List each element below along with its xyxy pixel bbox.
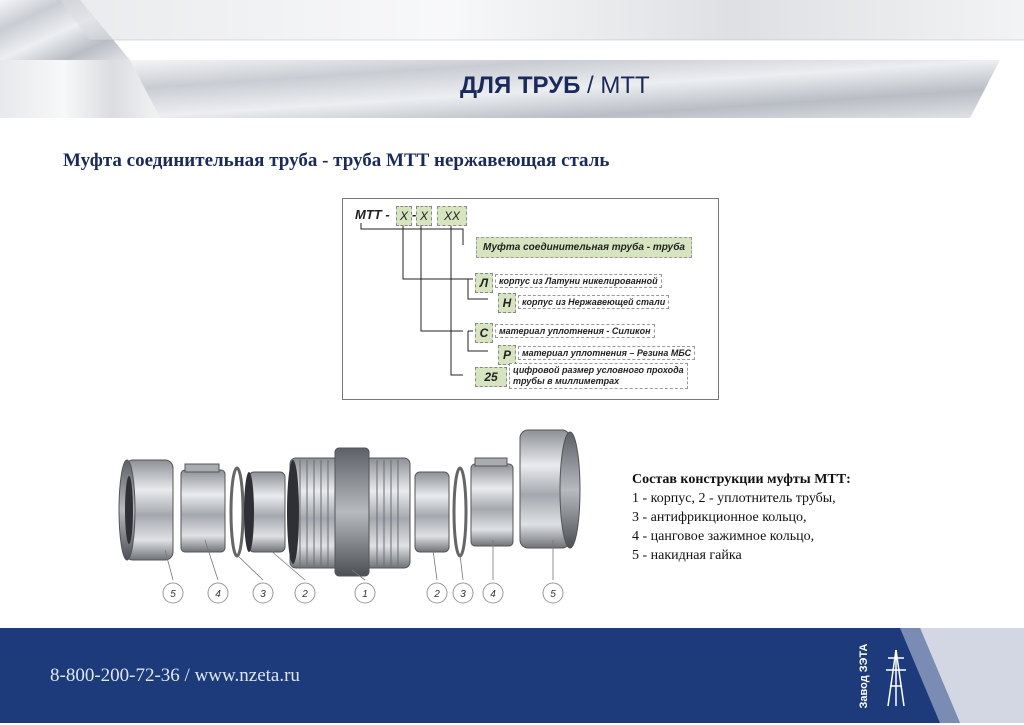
part-label-5-left <box>163 583 183 603</box>
composition-line: 4 - цанговое зажимное кольцо, <box>632 529 815 544</box>
option-text-r: материал уплотнения – Резина МБС <box>518 346 695 360</box>
part-label-3-left <box>253 583 273 603</box>
part-label-4-left-text: 4 <box>215 589 221 600</box>
page-title-rest: / МТТ <box>580 72 650 99</box>
option-code-size: 25 <box>475 367 507 387</box>
footer-logo-text: Завод ЗЭТА <box>858 643 870 709</box>
composition-line: 3 - антифрикционное кольцо, <box>632 510 807 525</box>
part-label-3-right-text: 3 <box>460 589 466 600</box>
seal-right <box>415 472 449 552</box>
part-label-2-left <box>295 583 315 603</box>
code-slot-3: XX <box>437 206 467 226</box>
order-code-diagram <box>342 198 719 400</box>
page-title-bold: ДЛЯ ТРУБ <box>460 72 581 99</box>
product-subtitle: Муфта соединительная труба - труба МТТ нержавеющая сталь <box>63 150 610 171</box>
option-code-n: Н <box>498 293 516 313</box>
option-text-size-line2: трубы в миллиметрах <box>513 376 620 386</box>
footer-logo <box>848 636 918 720</box>
collet-ring-right <box>471 458 513 546</box>
part-label-2-right-text: 2 <box>434 589 440 600</box>
composition-title: Состав конструкции муфты МТТ: <box>632 472 851 487</box>
composition-line: 5 - накидная гайка <box>632 548 742 563</box>
code-prefix: МТТ - <box>355 207 390 222</box>
composition-list <box>632 470 851 565</box>
option-code-s: С <box>475 323 493 343</box>
page-title <box>460 72 650 100</box>
option-code-l: Л <box>475 273 493 293</box>
main-label: Муфта соединительная труба - труба <box>476 237 692 258</box>
antifriction-ring-right <box>454 468 466 556</box>
part-label-1-text: 1 <box>362 589 368 600</box>
nut-left <box>119 460 173 560</box>
option-text-size <box>509 363 688 389</box>
part-label-4-left <box>208 583 228 603</box>
exploded-parts-illustration <box>115 420 595 615</box>
composition-line: 1 - корпус, 2 - уплотнитель трубы, <box>632 491 836 506</box>
part-label-5-right-text: 5 <box>550 589 556 600</box>
code-dash: - <box>412 207 417 222</box>
part-label-3-right <box>453 583 473 603</box>
part-label-4-right <box>483 583 503 603</box>
part-label-2-left-text: 2 <box>302 589 308 600</box>
body <box>287 448 410 576</box>
part-label-3-left-text: 3 <box>260 589 266 600</box>
part-label-4-right-text: 4 <box>490 589 496 600</box>
collet-ring-left <box>181 464 225 552</box>
part-label-5-left-text: 5 <box>170 589 176 600</box>
part-label-5-right <box>543 583 563 603</box>
option-text-n: корпус из Нержавеющей стали <box>518 295 669 309</box>
footer-contact: 8-800-200-72-36 / www.nzeta.ru <box>50 665 300 686</box>
nut-right <box>520 430 580 548</box>
code-slot-2: X <box>416 206 432 226</box>
part-label-2-right <box>427 583 447 603</box>
antifriction-ring-left <box>231 468 243 556</box>
seal-left <box>244 472 285 552</box>
option-code-r: Р <box>498 345 516 365</box>
option-text-s: материал уплотнения - Силикон <box>495 324 655 338</box>
option-text-l: корпус из Латуни никелированной <box>495 274 662 288</box>
option-text-size-line1: цифровой размер условного прохода <box>513 365 684 375</box>
code-slot-1: X <box>396 206 412 226</box>
part-label-1 <box>355 583 375 603</box>
